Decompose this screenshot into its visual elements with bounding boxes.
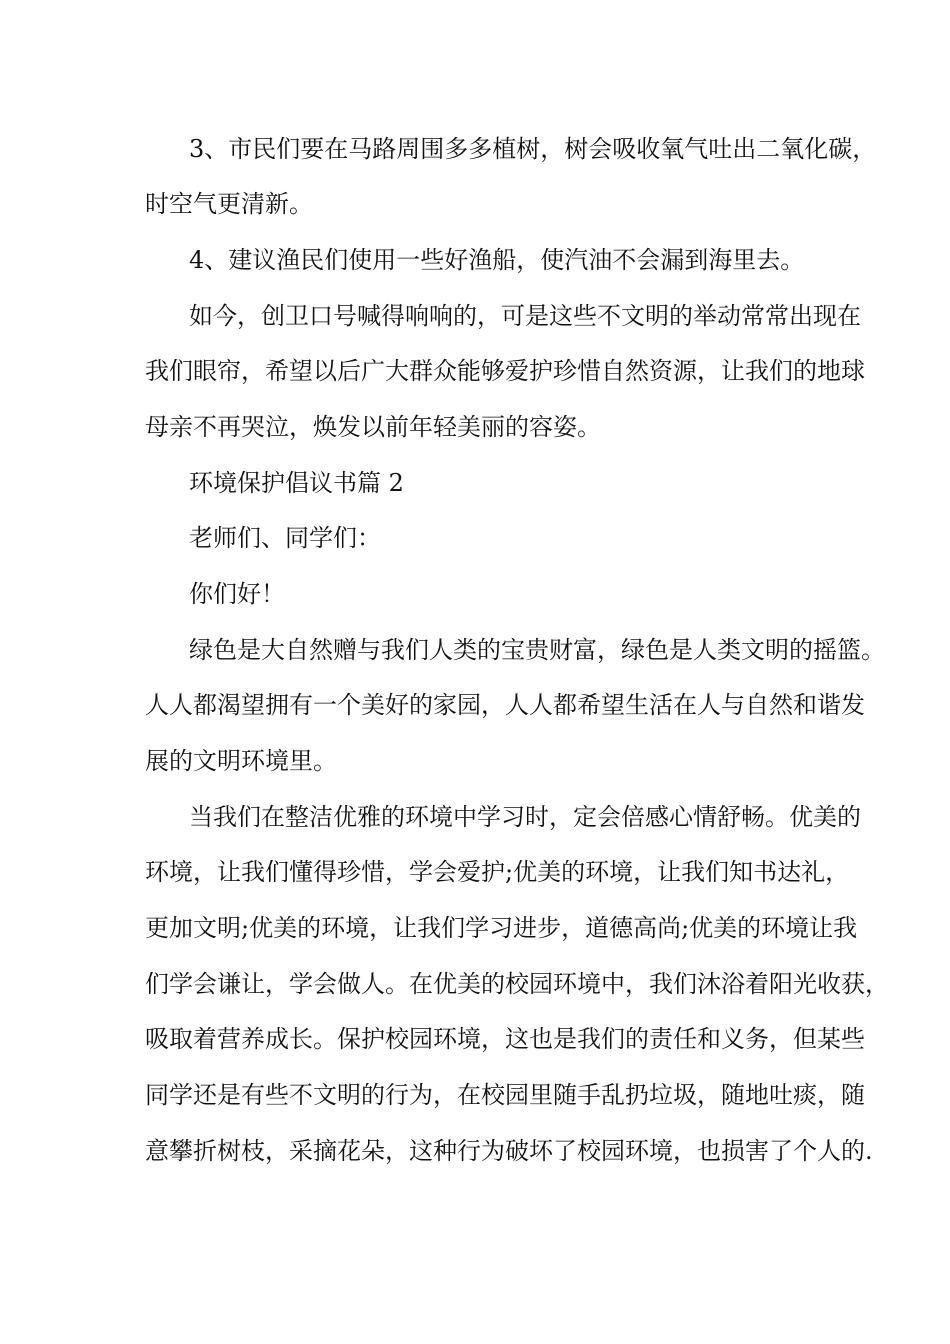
- text-line: 吸取着营养成长。保护校园环境，这也是我们的责任和义务，但某些: [145, 1025, 865, 1053]
- text-line: 意攀折树枝，采摘花朵，这种行为破坏了校园环境，也损害了个人的.: [145, 1137, 873, 1165]
- text-line: 们学会谦让，学会做人。在优美的校园环境中，我们沐浴着阳光收获，: [145, 970, 889, 998]
- text-line: 4、建议渔民们使用一些好渔船，使汽油不会漏到海里去。: [189, 246, 805, 274]
- text-line: 母亲不再哭泣，焕发以前年轻美丽的容姿。: [145, 413, 601, 441]
- text-line: 展的文明环境里。: [145, 747, 337, 775]
- salutation: 老师们、同学们：: [189, 524, 381, 552]
- text-line: 更加文明;优美的环境，让我们学习进步，道德高尚;优美的环境让我: [145, 914, 858, 942]
- text-line: 同学还是有些不文明的行为，在校园里随手乱扔垃圾，随地吐痰，随: [145, 1081, 865, 1109]
- text-line: 如今，创卫口号喊得响响的，可是这些不文明的举动常常出现在: [189, 302, 861, 330]
- text-line: 时空气更清新。: [145, 190, 313, 218]
- text-line: 绿色是大自然赠与我们人类的宝贵财富，绿色是人类文明的摇篮。: [189, 636, 885, 664]
- text-line: 环境，让我们懂得珍惜，学会爱护;优美的环境，让我们知书达礼，: [145, 858, 850, 886]
- greeting: 你们好！: [189, 580, 285, 608]
- text-line: 当我们在整洁优雅的环境中学习时，定会倍感心情舒畅。优美的: [189, 803, 861, 831]
- text-line: 人人都渴望拥有一个美好的家园，人人都希望生活在人与自然和谐发: [145, 691, 865, 719]
- text-line: 3、市民们要在马路周围多多植树，树会吸收氧气吐出二氧化碳，: [189, 135, 877, 163]
- section-heading: 环境保护倡议书篇 2: [189, 469, 404, 497]
- text-line: 我们眼帘，希望以后广大群众能够爱护珍惜自然资源，让我们的地球: [145, 357, 865, 385]
